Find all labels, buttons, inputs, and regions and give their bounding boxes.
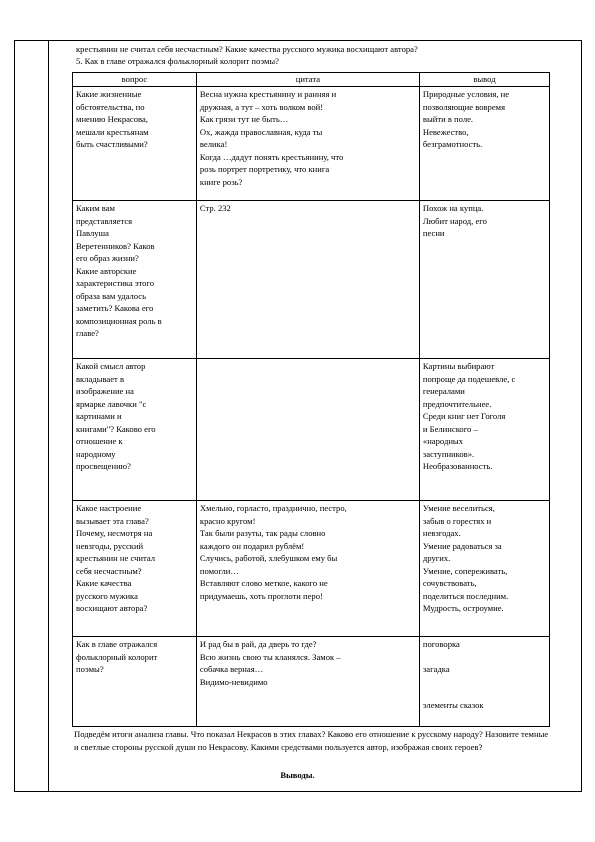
cell-question (73, 637, 197, 727)
quote-line: Хмельно, горласто, празднично, пестро, (199, 503, 347, 513)
question-line: книгами"? Каково его (76, 423, 156, 434)
cell-question (73, 201, 197, 359)
question-line: образа вам удалось (76, 290, 147, 301)
question-line: представляется (76, 215, 133, 226)
quote-line: Всю жизнь свою ты кланялся. Замок – (199, 651, 341, 662)
question-line: обстоятельства, по (76, 101, 145, 112)
quote-line: каждого он подарил рублём! (199, 540, 305, 551)
question-line: его образ жизни? (76, 253, 139, 263)
conclusion-line: Природные условия, не (422, 89, 510, 99)
quote-line: красно кругом! (199, 515, 256, 526)
conclusion-line: Умение, сопереживать, (422, 565, 508, 576)
header-quote: цитата (196, 73, 419, 87)
conclusion-line: Среди книг нет Гоголя (422, 411, 506, 421)
question-line: мешали крестьянам (76, 126, 149, 137)
conclusion-line: элементы сказок (422, 700, 484, 710)
table-header-row (73, 73, 550, 87)
conclusion-line: попроще да подешевле, с (422, 373, 516, 384)
intro-line-2: 5. Как в главе отражался фольклорный колорит поэмы? (76, 56, 279, 66)
question-line: восхищают автора? (76, 603, 148, 613)
cell-quote (196, 201, 419, 359)
question-line: Какой смысл автор (76, 361, 146, 371)
cell-quote (196, 359, 419, 501)
conclusion-line: Умение радоваться за (422, 540, 502, 551)
question-line: вкладывает в (76, 373, 125, 384)
question-line: заметить? Какова его (76, 303, 154, 313)
quote-line: помогли… (199, 565, 239, 576)
question-line: вызывает эта глава? (76, 515, 149, 526)
question-line: Какие авторские (76, 265, 137, 276)
cell-conclusion (419, 501, 549, 637)
question-line: крестьянин не считал (76, 553, 156, 563)
question-line: Павлуша (76, 228, 109, 238)
cell-quote (196, 87, 419, 201)
table-row (73, 87, 550, 201)
quote-line: Как грязи тут не быть… (199, 114, 289, 124)
table-row (73, 359, 550, 501)
question-line: Почему, несмотря на (76, 528, 153, 538)
quote-line: розь портрет портретику, что книга (199, 164, 330, 174)
conclusion-line: предпочтительнее. (422, 398, 492, 409)
header-question: вопрос (73, 73, 197, 87)
quote-line: Весна нужна крестьянину и ранняя и (199, 89, 337, 99)
analysis-table (72, 72, 550, 727)
cell-question (73, 87, 197, 201)
conclusion-line: поговорка (422, 639, 460, 649)
quote-line: Вставляют слово меткое, какого не (199, 578, 328, 588)
conclusion-line (423, 687, 546, 699)
conclusion-line: «народных (422, 436, 463, 446)
question-line: народному (76, 448, 116, 459)
question-line: себя несчастным? (76, 565, 142, 576)
question-line: поэмы? (76, 664, 104, 674)
question-line: быть счастливыми? (76, 139, 148, 149)
question-line: композиционная роль в (76, 315, 162, 326)
conclusion-line: сочувствовать, (422, 578, 477, 588)
conclusion-line: загадка (422, 663, 450, 674)
quote-line: Так были разуты, так рады словно (199, 528, 326, 538)
quote-line: дружная, а тут – хоть волком вой! (199, 101, 324, 112)
conclusion-line: и Белинского – (422, 423, 478, 434)
cell-conclusion (419, 359, 549, 501)
question-line: фольклорный колорит (76, 651, 158, 662)
question-line: Как в главе отражался (76, 639, 158, 649)
frame-divider (48, 40, 49, 792)
conclusion-line: Похож на купца. (422, 203, 484, 213)
conclusion-line: Необразованность. (422, 461, 493, 471)
cell-quote (196, 637, 419, 727)
conclusions-label: Выводы. (280, 770, 315, 780)
quote-line: Видимо-невидимо (199, 676, 268, 687)
conclusion-line (423, 675, 546, 687)
cell-question (73, 359, 197, 501)
question-line: отношение к (76, 436, 123, 446)
question-line: мнению Некрасова, (76, 114, 148, 124)
quote-line: книге розь? (199, 176, 243, 187)
table-row (73, 637, 550, 727)
conclusion-line: выйти в поле. (422, 114, 474, 124)
question-line: просвещению? (76, 461, 131, 471)
conclusion-line: поделиться последним. (422, 590, 509, 601)
conclusion-line: Картины выбирают (422, 361, 495, 371)
question-line: Какие жизненные (76, 89, 142, 99)
question-line: невзгоды, русский (76, 540, 144, 551)
question-line: ярмарке лавочки "с (76, 398, 147, 409)
cell-quote (196, 501, 419, 637)
table-row (73, 201, 550, 359)
conclusion-line: Мудрость, остроумие. (422, 603, 504, 613)
question-line: русского мужика (76, 590, 138, 601)
conclusion-line: Умение веселиться, (422, 503, 495, 513)
conclusion-line: песни (422, 228, 445, 238)
question-line: характеристика этого (76, 278, 155, 288)
cell-conclusion (419, 87, 549, 201)
quote-line: Стр. 232 (199, 203, 231, 213)
question-line: изображение на (76, 386, 134, 396)
question-line: главе? (76, 328, 99, 338)
conclusion-line: генералами (422, 386, 465, 396)
conclusion-line: Любит народ, его (422, 215, 487, 226)
quote-line: велика! (199, 139, 228, 149)
cell-conclusion (419, 201, 549, 359)
question-line: Каким вам (76, 203, 115, 213)
header-conclusion: вывод (419, 73, 549, 87)
conclusion-line: безграмотность. (422, 139, 483, 149)
conclusion-line (423, 651, 546, 663)
quote-line: И рад бы в рай, да дверь то где? (199, 639, 317, 649)
quote-line: придумаешь, хоть проглоти перо! (199, 590, 323, 601)
intro-line-1: крестьянин не считал себя несчастным? Какие качества русского мужика восхищают автора? (76, 44, 418, 54)
summary-text: Подведём итоги анализа главы. Что показал Некрасов в этих главах? Каково его отношение к русскому народу? Назовите темные и светлые стороны русской души по Некрасову. Какими средствами пользуется автор, изображая своих героев? (74, 729, 549, 752)
conclusion-line: забыв о горестях и (422, 515, 492, 526)
quote-line: Случись, работой, хлебушком ему бы (199, 553, 338, 563)
question-line: Веретенников? Каков (76, 240, 155, 251)
conclusion-line: других. (422, 553, 451, 563)
conclusion-line: заступников». (422, 448, 475, 459)
cell-question (73, 501, 197, 637)
conclusion-line: позволяющие вовремя (422, 101, 506, 112)
quote-line: собачка верная… (199, 664, 264, 674)
question-line: Какое настроение (76, 503, 142, 513)
table-row (73, 501, 550, 637)
conclusion-line: Невежество, (422, 126, 469, 137)
quote-line: Когда …дадут понять крестьянину, что (199, 151, 344, 162)
conclusion-line: невзгодах. (422, 528, 461, 538)
quote-line: Ох, жажда православная, куда ты (199, 126, 323, 137)
cell-conclusion (419, 637, 549, 727)
question-line: Какие качества (76, 578, 132, 588)
question-line: картинами и (76, 411, 122, 421)
